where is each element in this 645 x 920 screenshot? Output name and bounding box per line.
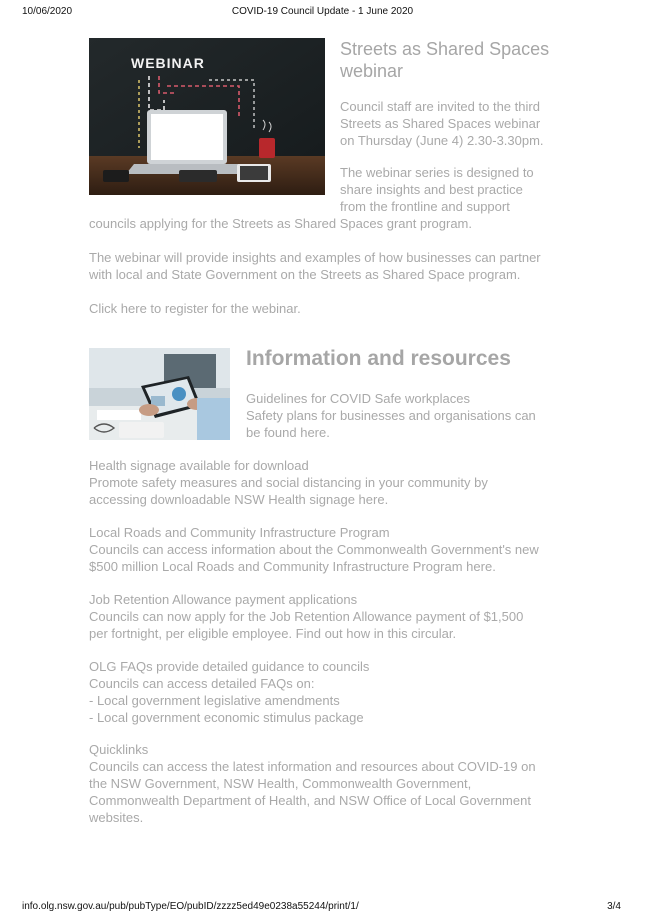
resource-line[interactable]: $500 million Local Roads and Community Infrastructure Program here. <box>89 559 496 574</box>
print-date: 10/06/2020 <box>22 6 73 17</box>
resource-line[interactable]: per fortnight, per eligible employee. Find out how in this circular. <box>89 626 457 641</box>
print-footer <box>0 901 645 915</box>
print-header <box>0 6 645 20</box>
print-title: COVID-19 Council Update - 1 June 2020 <box>231 6 414 17</box>
resource-title: Local Roads and Community Infrastructure Program <box>89 525 390 540</box>
resources-image <box>89 348 230 440</box>
resource-title: Job Retention Allowance payment applications <box>89 592 358 607</box>
resource-line[interactable]: Safety plans for businesses and organisations can <box>246 408 536 423</box>
resource-line: Promote safety measures and social distancing in your community by <box>89 475 488 490</box>
resource-line[interactable]: Commonwealth Department of Health, and NSW Office of Local Government <box>89 793 531 808</box>
page-number: 3/4 <box>607 901 621 912</box>
resource-item-olg-faqs <box>89 658 589 726</box>
resource-item-covid-safe <box>246 390 576 441</box>
webinar-insights-paragraph: The webinar will provide insights and examples of how businesses can partner with local and State Government on the Streets as Shared Space program. <box>89 250 541 282</box>
webinar-heading: Streets as Shared Spaces webinar <box>340 39 550 81</box>
resource-line[interactable]: - Local government economic stimulus package <box>89 710 364 725</box>
print-url: info.olg.nsw.gov.au/pub/pubType/EO/pubID/zzzz5ed49e0238a55244/print/1/ <box>22 901 359 912</box>
webinar-series-paragraph-bottom: councils applying for the Streets as Shared Spaces grant program. <box>89 216 472 231</box>
resource-line: Councils can access information about the Commonwealth Government's new <box>89 542 539 557</box>
resource-item-job-retention <box>89 591 589 642</box>
resource-item-quicklinks <box>89 741 589 826</box>
resource-line: Councils can now apply for the Job Retention Allowance payment of $1,500 <box>89 609 524 624</box>
resource-item-health-signage <box>89 457 589 508</box>
resource-title: Quicklinks <box>89 742 149 757</box>
resource-line: websites. <box>89 810 144 825</box>
webinar-image-label: WEBINAR <box>131 55 205 71</box>
resource-line[interactable]: accessing downloadable NSW Health signage here. <box>89 492 389 507</box>
resource-item-local-roads <box>89 524 589 575</box>
resource-line[interactable]: be found here. <box>246 425 330 440</box>
resource-line: Councils can access the latest information and resources about COVID-19 on <box>89 759 536 774</box>
resource-line[interactable]: the NSW Government, NSW Health, Commonwealth Government, <box>89 776 472 791</box>
webinar-image <box>89 38 325 195</box>
resources-heading: Information and resources <box>246 347 511 370</box>
webinar-invite-paragraph: Council staff are invited to the third Streets as Shared Spaces webinar on Thursday (June 4) 2.30-3.30pm. <box>340 99 544 148</box>
register-webinar-link[interactable]: Click here to register for the webinar. <box>89 301 301 316</box>
register-link-row <box>89 300 489 317</box>
resource-line[interactable]: - Local government legislative amendments <box>89 693 340 708</box>
resource-title: Health signage available for download <box>89 458 309 473</box>
resource-title: OLG FAQs provide detailed guidance to councils <box>89 659 370 674</box>
resource-line: Councils can access detailed FAQs on: <box>89 676 315 691</box>
webinar-series-paragraph-top: The webinar series is designed to share insights and best practice from the frontline and support <box>340 165 534 214</box>
resource-title: Guidelines for COVID Safe workplaces <box>246 391 470 406</box>
